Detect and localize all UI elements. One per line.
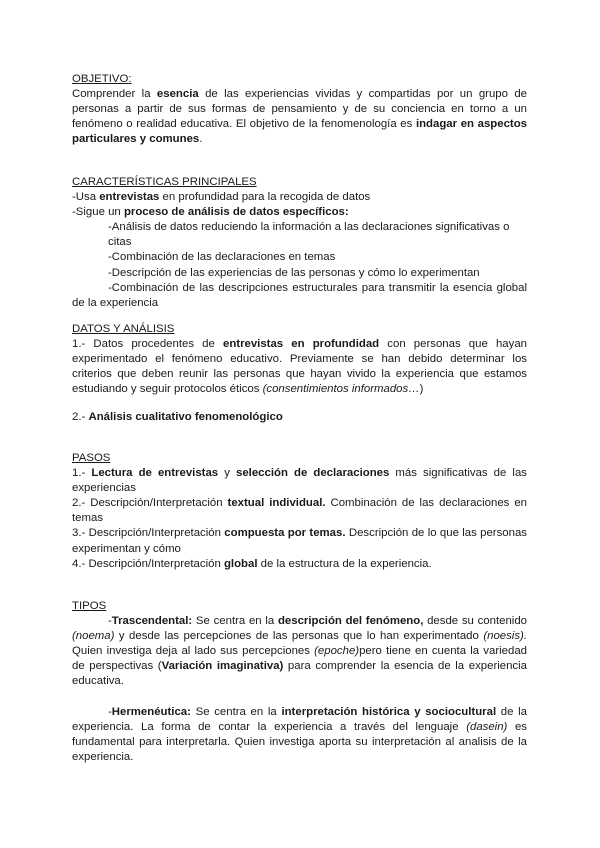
list-item [72,190,527,205]
bold-text: textual individual. [227,497,326,510]
text: 1.- Datos procedentes de [72,338,223,351]
text: de la estructura de la experiencia. [257,557,432,570]
bold-text: proceso de análisis de datos específicos: [123,206,349,219]
text: pero tiene en cuenta la variedad de perspectivas ( [72,645,527,673]
text: Se centra en la [190,705,282,718]
text: Comprender la [72,88,157,101]
section-pasos [72,451,527,572]
bold-text: global [223,557,258,570]
text: Combinación de las declaraciones en temas [72,497,527,525]
text: -Usa [72,191,100,204]
bold-text: indagar en aspectos particulares y comunes [72,118,527,146]
text: - [108,615,112,628]
section-objetivo [72,72,527,147]
text: - [108,705,112,718]
sub-list-item: -Análisis de datos reduciendo la información a las declaraciones significativas o citas [108,221,510,249]
text: en profundidad para la recogida de datos [159,191,371,204]
italic-text: (consentimientos informados… [262,383,420,396]
italic-text: (epoche) [314,645,360,658]
text: 3.- Descripción/Interpretación [72,527,225,540]
bold-text: Variación imaginativa) [161,660,284,673]
text: 2.- Descripción/Interpretación [72,497,228,510]
text: 1.- [72,467,92,480]
paso-item [72,496,527,526]
bold-text: descripción del fenómeno, [277,615,424,628]
bold-text: entrevistas en profundidad [222,338,380,351]
bold-text: interpretación histórica y sociocultural [281,705,497,718]
text: Descripción de lo que las personas experimentan y cómo [72,527,527,555]
text: 4.- Descripción/Interpretación [72,557,224,570]
text: -Sigue un [72,206,124,219]
italic-text: (noema) [72,630,115,643]
section-datos [72,322,527,426]
bold-text: esencia [156,88,199,101]
paso-item [72,466,527,496]
italic-text: (noesis). [483,630,527,643]
bold-text: selección de declaraciones [235,467,390,480]
bold-text: entrevistas [99,191,160,204]
text: y [218,467,236,480]
paso-item [72,526,527,556]
heading-pasos: PASOS [72,452,111,464]
sub-list-item: -Combinación de las descripciones estructurales para transmitir la esencia global de la experiencia [72,281,527,309]
section-caracteristicas [72,175,527,311]
text: 2.- [72,411,89,424]
tipo-hermeneutica [72,705,527,765]
bold-text: compuesta por temas. [224,527,346,540]
text: de la experiencia. La forma de contar la experiencia a través del lenguaje [72,705,527,733]
bold-text: Hermenéutica: [111,705,191,718]
bold-text: Análisis cualitativo fenomenológico [88,411,283,424]
text: de las experiencias vividas y compartidas por un grupo de personas a partir de sus formas de pensamiento y de su conciencia en torno a un fenómeno o realidad educativa. El objetivo de la fenomenología es [72,88,527,131]
list-item [72,205,527,220]
text: . [199,133,203,146]
sub-list-item: -Descripción de las experiencias de las personas y cómo lo experimentan [108,266,480,279]
text: ) [419,383,424,396]
datos-paragraph-1 [72,337,527,397]
heading-caracteristicas: CARACTERÍSTICAS PRINCIPALES [72,176,257,188]
section-tipos [72,599,527,765]
text: con personas que hayan experimentado el fenómeno educativo. Previamente se han debido determinar los criterios que deben reunir las personas que hayan vivido la experiencia que estamos estudiando y seguir protocolos éticos [72,338,527,396]
tipo-trascendental [72,614,527,689]
text: para comprender la esencia de la experiencia educativa. [72,660,527,688]
sub-list-item: -Combinación de las declaraciones en temas [108,251,336,264]
text: Se centra en la [192,615,278,628]
heading-tipos: TIPOS [72,600,107,612]
datos-paragraph-2 [72,410,527,425]
heading-objetivo: OBJETIVO: [72,73,132,85]
bold-text: Lectura de entrevistas [91,467,219,480]
italic-text: (dasein) [466,720,508,733]
heading-datos: DATOS Y ANÁLISIS [72,323,175,335]
bold-text: Trascendental: [111,615,193,628]
text: desde su contenido [423,615,527,628]
paso-item [72,557,527,572]
text: Quien investiga deja al lado sus percepciones [72,645,315,658]
text: más significativas de las experiencias [72,467,527,495]
objetivo-paragraph [72,87,527,147]
text: y desde las percepciones de las personas que lo han experimentado [114,630,484,643]
text: es fundamental para interpretarla. Quien investiga aporta su interpretación al analisis de la experiencia. [72,720,528,763]
